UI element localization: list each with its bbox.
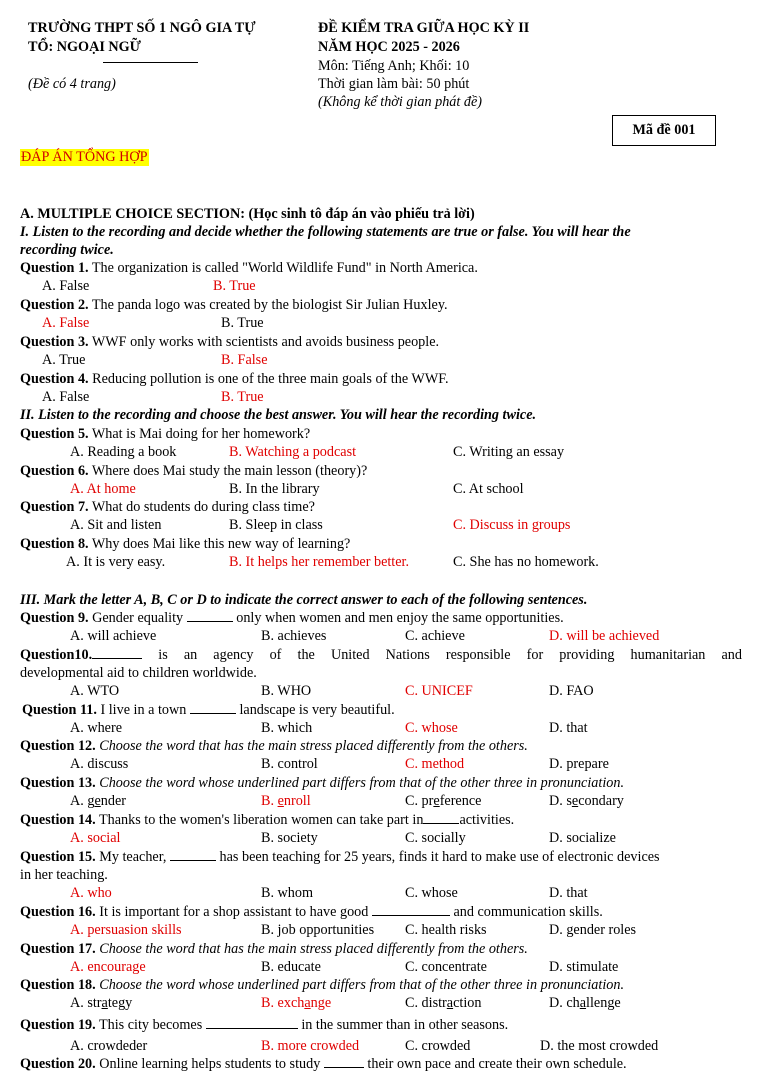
q13-option-d: D. secondary [549, 793, 624, 809]
time-note: (Không kể thời gian phát đề) [318, 94, 483, 110]
q12-option-b: B. control [261, 756, 318, 772]
q6-option-a-correct: A. At home [70, 481, 136, 497]
exam-code: Mã đề 001 [632, 122, 696, 138]
q10-option-b: B. WHO [261, 683, 312, 699]
q1-option-b-correct: B. True [213, 278, 256, 294]
q13-option-a: A. gender [70, 793, 126, 809]
q15-option-d: D. that [549, 885, 588, 901]
subject: Môn: Tiếng Anh; Khối: 10 [318, 58, 470, 74]
q16-option-d: D. gender roles [549, 922, 637, 938]
q18-option-b-correct: B. exchange [261, 995, 332, 1011]
question-8: Question 8. Why does Mai like this new way of learning? [20, 536, 351, 552]
answer-blank [187, 609, 233, 622]
q14-option-d: D. socialize [549, 830, 616, 846]
q14-option-c: C. socially [405, 830, 466, 846]
q16-option-c: C. health risks [405, 922, 487, 938]
question-15-cont: in her teaching. [20, 867, 108, 883]
q4-option-a: A. False [42, 389, 90, 405]
q10-option-c-correct: C. UNICEF [405, 683, 473, 699]
question-10-cont: developmental aid to children worldwide. [20, 665, 257, 681]
q18-option-a: A. strategy [70, 995, 133, 1011]
q7-option-c-correct: C. Discuss in groups [453, 517, 571, 533]
q8-option-a: A. It is very easy. [66, 554, 166, 570]
school-year: NĂM HỌC 2025 - 2026 [318, 39, 460, 55]
q16-option-a-correct: A. persuasion skills [70, 922, 182, 938]
answer-blank [206, 1016, 298, 1029]
department: TỔ: NGOẠI NGỮ [28, 39, 141, 55]
q19-option-a: A. crowdeder [70, 1038, 148, 1054]
question-18: Question 18. Choose the word whose underlined part differs from that of the other three in pronunciation. [20, 977, 625, 993]
q15-option-b: B. whom [261, 885, 314, 901]
q9-option-c: C. achieve [405, 628, 465, 644]
question-5: Question 5. What is Mai doing for her homework? [20, 426, 311, 442]
header-divider [103, 62, 198, 63]
question-3: Question 3. WWF only works with scientists and avoids business people. [20, 334, 440, 350]
section-a-heading: A. MULTIPLE CHOICE SECTION: (Học sinh tô đáp án vào phiếu trả lời) [20, 206, 475, 222]
q4-option-b-correct: B. True [221, 389, 264, 405]
q19-option-d: D. the most crowded [540, 1038, 659, 1054]
q5-option-b-correct: B. Watching a podcast [229, 444, 357, 460]
q6-option-b: B. In the library [229, 481, 320, 497]
q12-option-a: A. discuss [70, 756, 129, 772]
question-15: Question 15. My teacher, has been teaching for 25 years, finds it hard to make use of electronic devices [20, 849, 660, 865]
question-19: Question 19. This city becomes in the summer than in other seasons. [20, 1017, 509, 1033]
q17-option-d: D. stimulate [549, 959, 619, 975]
question-2: Question 2. The panda logo was created by the biologist Sir Julian Huxley. [20, 297, 448, 313]
q16-option-b: B. job opportunities [261, 922, 375, 938]
time-limit: Thời gian làm bài: 50 phút [318, 76, 470, 92]
q13-option-c: C. preference [405, 793, 482, 809]
q2-option-a-correct: A. False [42, 315, 90, 331]
q8-option-b-correct: B. It helps her remember better. [229, 554, 410, 570]
question-17: Question 17. Choose the word that has the main stress placed differently from the others. [20, 941, 528, 957]
q15-option-a-correct: A. who [70, 885, 112, 901]
question-14: Question 14. Thanks to the women's liberation women can take part in activities. [20, 812, 515, 828]
answer-blank [170, 848, 216, 861]
answer-blank [190, 701, 236, 714]
q11-option-a: A. where [70, 720, 122, 736]
q9-option-b: B. achieves [261, 628, 327, 644]
q12-option-d: D. prepare [549, 756, 609, 772]
q13-option-b-correct: B. enroll [261, 793, 311, 809]
q9-option-a: A. will achieve [70, 628, 157, 644]
q11-option-b: B. which [261, 720, 313, 736]
q3-option-b-correct: B. False [221, 352, 268, 368]
q18-option-c: C. distraction [405, 995, 482, 1011]
q17-option-b: B. educate [261, 959, 321, 975]
answer-blank [92, 646, 142, 659]
q14-option-b: B. society [261, 830, 318, 846]
q8-option-c: C. She has no homework. [453, 554, 599, 570]
answer-blank [324, 1055, 364, 1068]
q5-option-a: A. Reading a book [70, 444, 177, 460]
question-10: Question10. is an agency of the United Nations responsible for providing humanitarian and [20, 647, 742, 663]
q9-option-d-correct: D. will be achieved [549, 628, 660, 644]
q7-option-b: B. Sleep in class [229, 517, 323, 533]
question-16: Question 16. It is important for a shop assistant to have good and communication skills. [20, 904, 603, 920]
question-7: Question 7. What do students do during class time? [20, 499, 315, 515]
part3-instruction: III. Mark the letter A, B, C or D to indicate the correct answer to each of the following sentences. [20, 592, 588, 608]
q19-option-b-correct: B. more crowded [261, 1038, 360, 1054]
q5-option-c: C. Writing an essay [453, 444, 565, 460]
question-1: Question 1. The organization is called "World Wildlife Fund" in North America. [20, 260, 478, 276]
question-11: Question 11. I live in a town landscape is very beautiful. [22, 702, 395, 718]
part2-instruction: II. Listen to the recording and choose the best answer. You will hear the recording twice. [20, 407, 537, 423]
q10-option-a: A. WTO [70, 683, 120, 699]
q7-option-a: A. Sit and listen [70, 517, 162, 533]
question-6: Question 6. Where does Mai study the main lesson (theory)? [20, 463, 368, 479]
page-count: (Đề có 4 trang) [28, 76, 116, 92]
question-20: Question 20. Online learning helps students to study their own pace and create their own schedule. [20, 1056, 627, 1072]
exam-title: ĐỀ KIỂM TRA GIỮA HỌC KỲ II [318, 20, 530, 36]
question-9: Question 9. Gender equality only when women and men enjoy the same opportunities. [20, 610, 564, 626]
answer-key-label: ĐÁP ÁN TỔNG HỢP [21, 149, 148, 165]
part1-instruction-cont: recording twice. [20, 242, 114, 258]
q18-option-d: D. challenge [549, 995, 621, 1011]
q17-option-c: C. concentrate [405, 959, 487, 975]
q14-option-a-correct: A. social [70, 830, 121, 846]
school-name: TRƯỜNG THPT SỐ 1 NGÔ GIA TỰ [28, 20, 256, 36]
q6-option-c: C. At school [453, 481, 524, 497]
part1-instruction: I. Listen to the recording and decide whether the following statements are true or false. You will hear the [20, 224, 631, 240]
q15-option-c: C. whose [405, 885, 458, 901]
q11-option-c-correct: C. whose [405, 720, 458, 736]
question-4: Question 4. Reducing pollution is one of the three main goals of the WWF. [20, 371, 449, 387]
question-13: Question 13. Choose the word whose underlined part differs from that of the other three in pronunciation. [20, 775, 625, 791]
answer-blank [423, 811, 459, 824]
q3-option-a: A. True [42, 352, 86, 368]
q12-option-c-correct: C. method [405, 756, 465, 772]
answer-blank [372, 903, 450, 916]
q19-option-c: C. crowded [405, 1038, 471, 1054]
q10-option-d: D. FAO [549, 683, 594, 699]
q11-option-d: D. that [549, 720, 588, 736]
q1-option-a: A. False [42, 278, 90, 294]
question-12: Question 12. Choose the word that has the main stress placed differently from the others. [20, 738, 528, 754]
q2-option-b: B. True [221, 315, 264, 331]
exam-code-box [612, 115, 716, 146]
q17-option-a-correct: A. encourage [70, 959, 146, 975]
